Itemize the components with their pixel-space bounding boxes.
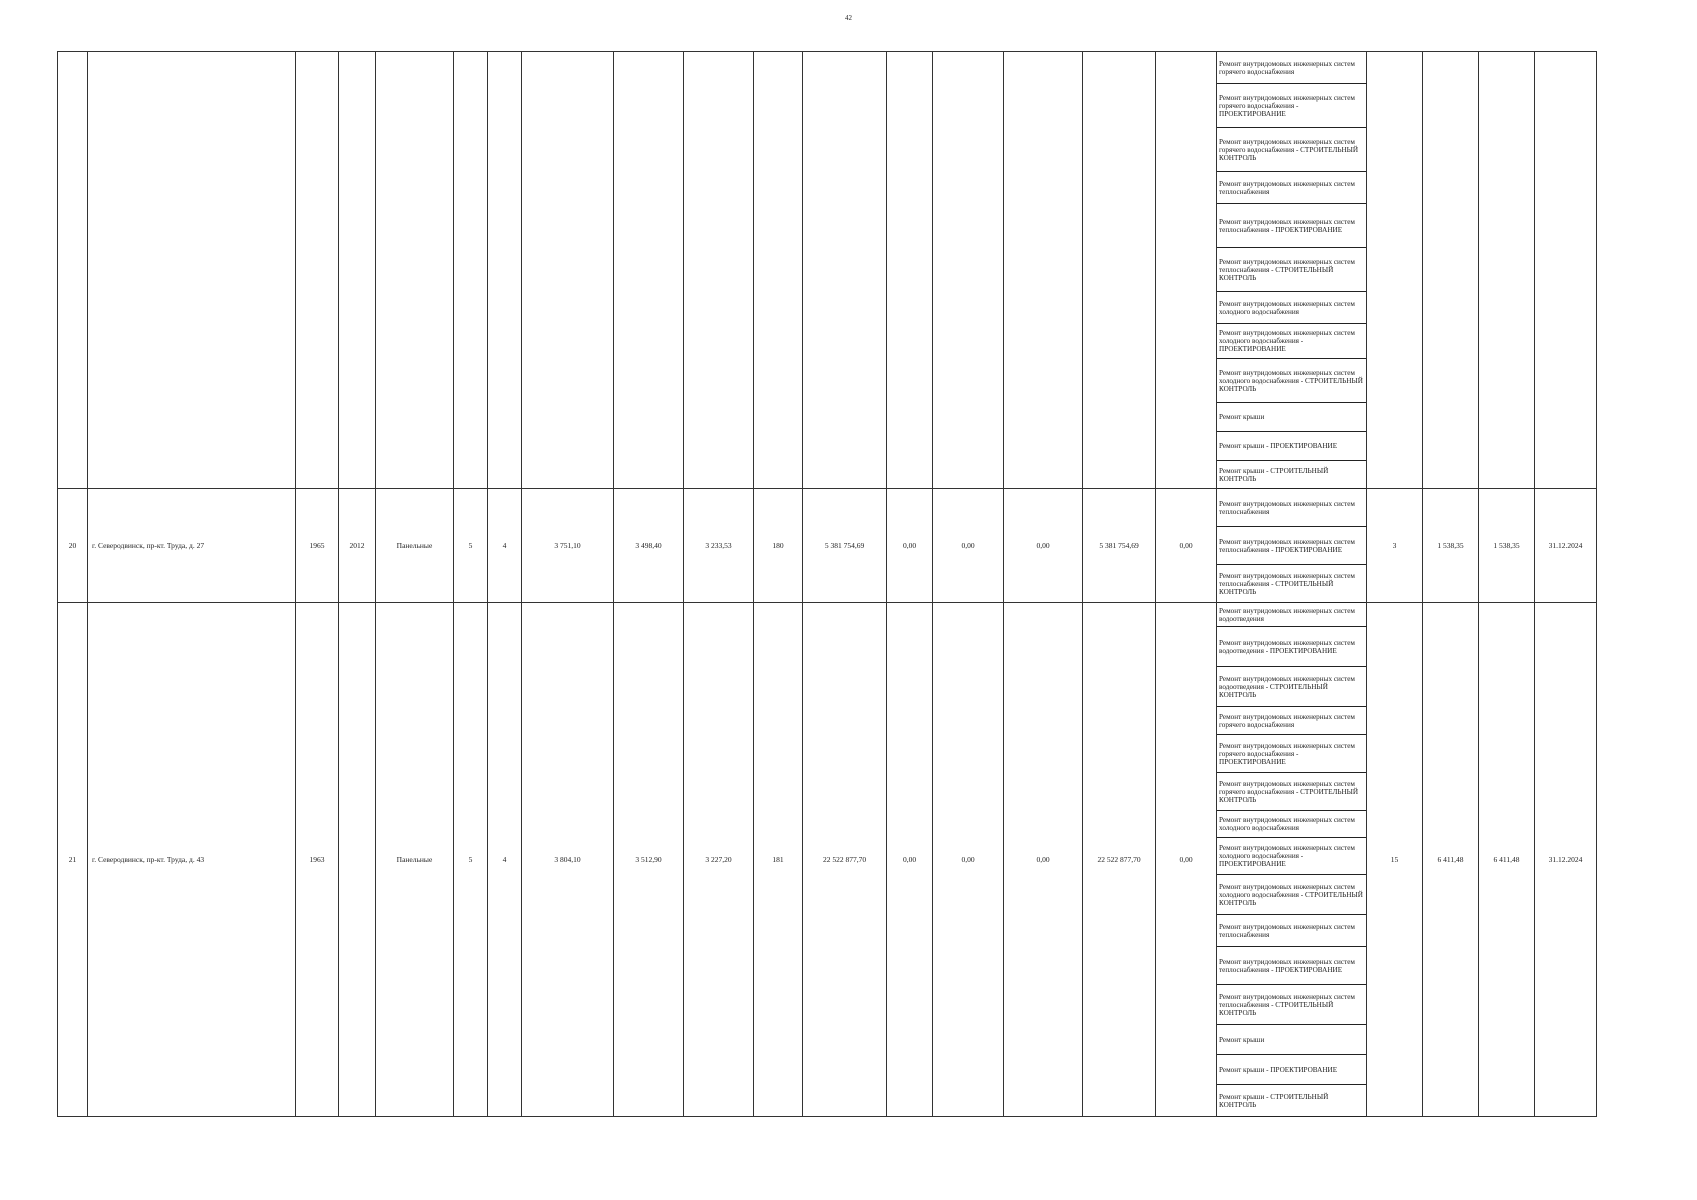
cell-empty xyxy=(684,52,754,489)
work-type: Ремонт внутридомовых инженерных систем холодного водоснабжения - СТРОИТЕЛЬНЫЙ КОНТРОЛЬ xyxy=(1217,359,1367,403)
work-type: Ремонт внутридомовых инженерных систем теплоснабжения - СТРОИТЕЛЬНЫЙ КОНТРОЛЬ xyxy=(1217,985,1367,1025)
work-type: Ремонт внутридомовых инженерных систем горячего водоснабжения - ПРОЕКТИРОВАНИЕ xyxy=(1217,84,1367,128)
works-count: 15 xyxy=(1367,603,1423,1117)
work-type: Ремонт внутридомовых инженерных систем теплоснабжения - ПРОЕКТИРОВАНИЕ xyxy=(1217,947,1367,985)
table-row xyxy=(58,603,1597,627)
work-type: Ремонт внутридомовых инженерных систем теплоснабжения xyxy=(1217,172,1367,204)
work-type: Ремонт крыши xyxy=(1217,1025,1367,1055)
table-row xyxy=(58,489,1597,527)
cell-empty xyxy=(1479,52,1535,489)
cell-empty xyxy=(614,52,684,489)
cell-empty xyxy=(339,52,376,489)
cell-empty xyxy=(1004,52,1083,489)
cell-empty xyxy=(1367,52,1423,489)
work-type: Ремонт внутридомовых инженерных систем холодного водоснабжения - ПРОЕКТИРОВАНИЕ xyxy=(1217,324,1367,359)
cell-empty xyxy=(1156,52,1217,489)
funding-other: 0,00 xyxy=(1156,603,1217,1117)
work-type: Ремонт внутридомовых инженерных систем горячего водоснабжения xyxy=(1217,52,1367,84)
cell-empty xyxy=(58,52,88,489)
cell-empty xyxy=(454,52,488,489)
area-living: 3 227,20 xyxy=(684,603,754,1117)
area-total: 3 804,10 xyxy=(522,603,614,1117)
floors: 5 xyxy=(454,489,488,603)
area-premises: 3 498,40 xyxy=(614,489,684,603)
area-living: 3 233,53 xyxy=(684,489,754,603)
year-built: 1963 xyxy=(296,603,339,1117)
work-type: Ремонт внутридомовых инженерных систем холодного водоснабжения xyxy=(1217,811,1367,838)
capital-repair-register-table xyxy=(57,51,1597,1117)
work-type: Ремонт внутридомовых инженерных систем водоотведения xyxy=(1217,603,1367,627)
cell-empty xyxy=(887,52,933,489)
cost-per-m2: 1 538,35 xyxy=(1423,489,1479,603)
work-type: Ремонт внутридомовых инженерных систем холодного водоснабжения - СТРОИТЕЛЬНЫЙ КОНТРОЛЬ xyxy=(1217,875,1367,915)
work-type: Ремонт внутридомовых инженерных систем теплоснабжения - СТРОИТЕЛЬНЫЙ КОНТРОЛЬ xyxy=(1217,248,1367,292)
entrances: 4 xyxy=(488,603,522,1117)
cell-empty xyxy=(1535,52,1597,489)
residents: 180 xyxy=(754,489,803,603)
cell-empty xyxy=(754,52,803,489)
limit-per-m2: 6 411,48 xyxy=(1479,603,1535,1117)
year-overhaul: 2012 xyxy=(339,489,376,603)
cell-empty xyxy=(296,52,339,489)
cell-empty xyxy=(933,52,1004,489)
page-number: 42 xyxy=(845,14,852,22)
work-type: Ремонт внутридомовых инженерных систем теплоснабжения - СТРОИТЕЛЬНЫЙ КОНТРОЛЬ xyxy=(1217,565,1367,603)
funding-regional: 0,00 xyxy=(933,489,1004,603)
address: г. Северодвинск, пр-кт. Труда, д. 27 xyxy=(88,489,296,603)
deadline: 31.12.2024 xyxy=(1535,489,1597,603)
funding-local: 0,00 xyxy=(1004,489,1083,603)
funding-other: 0,00 xyxy=(1156,489,1217,603)
work-type: Ремонт крыши - ПРОЕКТИРОВАНИЕ xyxy=(1217,432,1367,461)
row-number: 21 xyxy=(58,603,88,1117)
funding-regional: 0,00 xyxy=(933,603,1004,1117)
limit-per-m2: 1 538,35 xyxy=(1479,489,1535,603)
area-total: 3 751,10 xyxy=(522,489,614,603)
residents: 181 xyxy=(754,603,803,1117)
work-type: Ремонт внутридомовых инженерных систем теплоснабжения - ПРОЕКТИРОВАНИЕ xyxy=(1217,204,1367,248)
work-type: Ремонт внутридомовых инженерных систем горячего водоснабжения - ПРОЕКТИРОВАНИЕ xyxy=(1217,735,1367,773)
work-type: Ремонт внутридомовых инженерных систем водоотведения - ПРОЕКТИРОВАНИЕ xyxy=(1217,627,1367,667)
cell-empty xyxy=(803,52,887,489)
cell-empty xyxy=(1423,52,1479,489)
cost-total: 5 381 754,69 xyxy=(803,489,887,603)
continued-row xyxy=(58,52,1597,84)
work-type: Ремонт внутридомовых инженерных систем теплоснабжения xyxy=(1217,915,1367,947)
year-built: 1965 xyxy=(296,489,339,603)
cell-empty xyxy=(88,52,296,489)
wall-material: Панельные xyxy=(376,489,454,603)
work-type: Ремонт внутридомовых инженерных систем горячего водоснабжения - СТРОИТЕЛЬНЫЙ КОНТРОЛЬ xyxy=(1217,128,1367,172)
work-type: Ремонт внутридомовых инженерных систем теплоснабжения xyxy=(1217,489,1367,527)
row-number: 20 xyxy=(58,489,88,603)
year-overhaul xyxy=(339,603,376,1117)
work-type: Ремонт внутридомовых инженерных систем водоотведения - СТРОИТЕЛЬНЫЙ КОНТРОЛЬ xyxy=(1217,667,1367,707)
entrances: 4 xyxy=(488,489,522,603)
cell-empty xyxy=(488,52,522,489)
work-type: Ремонт внутридомовых инженерных систем холодного водоснабжения - ПРОЕКТИРОВАНИЕ xyxy=(1217,838,1367,875)
cell-empty xyxy=(376,52,454,489)
funding-federal: 0,00 xyxy=(887,489,933,603)
work-type: Ремонт крыши - СТРОИТЕЛЬНЫЙ КОНТРОЛЬ xyxy=(1217,1085,1367,1117)
works-count: 3 xyxy=(1367,489,1423,603)
work-type: Ремонт внутридомовых инженерных систем горячего водоснабжения xyxy=(1217,707,1367,735)
cell-empty xyxy=(522,52,614,489)
cell-empty xyxy=(1083,52,1156,489)
funding-owners: 5 381 754,69 xyxy=(1083,489,1156,603)
cost-total: 22 522 877,70 xyxy=(803,603,887,1117)
work-type: Ремонт крыши - СТРОИТЕЛЬНЫЙ КОНТРОЛЬ xyxy=(1217,461,1367,489)
work-type: Ремонт внутридомовых инженерных систем холодного водоснабжения xyxy=(1217,292,1367,324)
address: г. Северодвинск, пр-кт. Труда, д. 43 xyxy=(88,603,296,1117)
funding-federal: 0,00 xyxy=(887,603,933,1117)
floors: 5 xyxy=(454,603,488,1117)
work-type: Ремонт крыши - ПРОЕКТИРОВАНИЕ xyxy=(1217,1055,1367,1085)
cost-per-m2: 6 411,48 xyxy=(1423,603,1479,1117)
area-premises: 3 512,90 xyxy=(614,603,684,1117)
funding-owners: 22 522 877,70 xyxy=(1083,603,1156,1117)
work-type: Ремонт внутридомовых инженерных систем теплоснабжения - ПРОЕКТИРОВАНИЕ xyxy=(1217,527,1367,565)
work-type: Ремонт крыши xyxy=(1217,403,1367,432)
wall-material: Панельные xyxy=(376,603,454,1117)
deadline: 31.12.2024 xyxy=(1535,603,1597,1117)
funding-local: 0,00 xyxy=(1004,603,1083,1117)
work-type: Ремонт внутридомовых инженерных систем горячего водоснабжения - СТРОИТЕЛЬНЫЙ КОНТРОЛЬ xyxy=(1217,773,1367,811)
